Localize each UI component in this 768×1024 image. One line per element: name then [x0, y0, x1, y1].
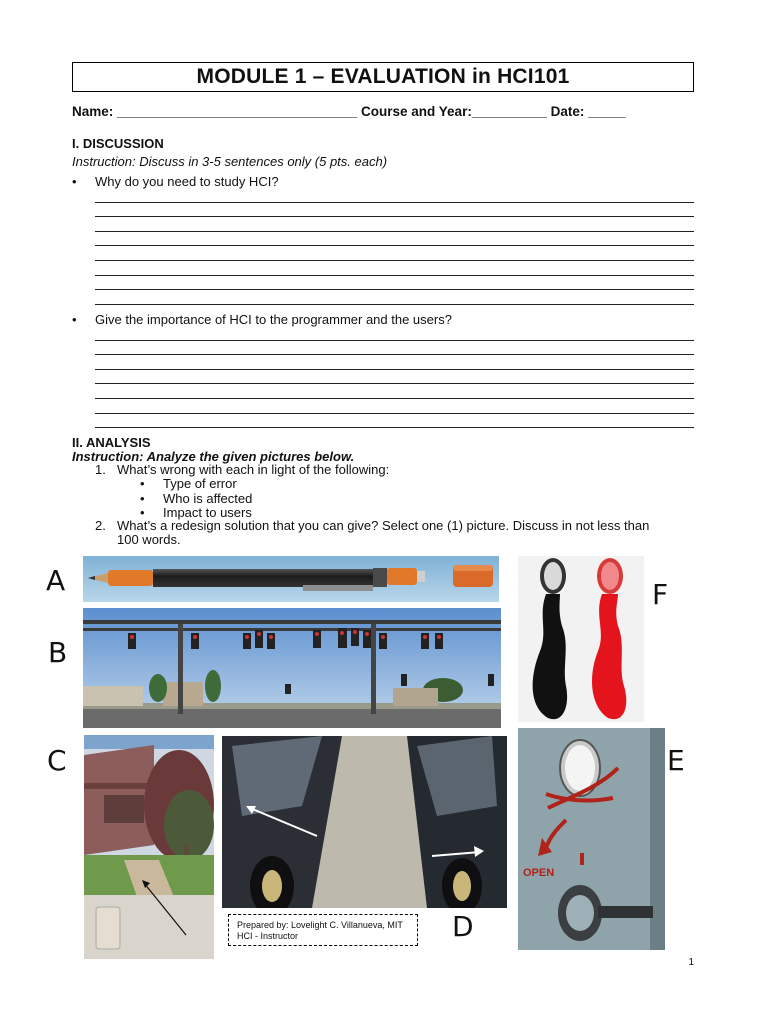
picture-f-toothbrushes: [518, 556, 644, 722]
question-2-text: Give the importance of HCI to the programmer and the users?: [95, 312, 452, 327]
analysis-sublist: [140, 477, 252, 521]
bullet: •: [72, 312, 77, 327]
title-box: [72, 62, 694, 92]
header-fields: Name: ________________________________ Course and Year:__________ Date: _____: [72, 104, 626, 119]
bullet: •: [140, 490, 145, 506]
picture-b-traffic-lights: [83, 608, 501, 728]
sub-item-impact: Impact to users: [163, 505, 252, 520]
section-analysis-instruction: Instruction: Analyze the given pictures below.: [72, 449, 355, 464]
question-1: [72, 174, 279, 189]
picture-a-pencil: [83, 556, 499, 602]
page-title: MODULE 1 – EVALUATION in HCI101: [196, 65, 570, 88]
analysis-item-2-line2: 100 words.: [117, 532, 181, 547]
analysis-item-2: 2. What’s a redesign solution that you can give? Select one (1) picture. Discuss in not less than: [95, 518, 650, 533]
bullet: •: [72, 174, 77, 189]
label-b: B: [48, 636, 68, 669]
analysis-item-2-line1: What’s a redesign solution that you can give? Select one (1) picture. Discuss in not less than: [117, 518, 650, 533]
bullet: •: [140, 476, 145, 491]
label-a: A: [46, 564, 66, 597]
sub-item-type: Type of error: [163, 476, 237, 491]
picture-d-car-doors: [222, 736, 507, 908]
page-number: 1: [688, 957, 694, 968]
label-d: D: [452, 910, 474, 943]
question-2: [72, 312, 452, 327]
section-analysis-heading: II. ANALYSIS: [72, 435, 151, 450]
section-discussion-heading: I. DISCUSSION: [72, 136, 164, 151]
bullet: •: [140, 505, 145, 520]
label-e: E: [667, 744, 685, 777]
answer-lines-2[interactable]: [95, 326, 694, 428]
analysis-item-1-text: What’s wrong with each in light of the following:: [117, 462, 390, 477]
credit-line-1: Prepared by: Lovelight C. Villanueva, MIT: [237, 920, 403, 930]
section-discussion-instruction: Instruction: Discuss in 3-5 sentences only (5 pts. each): [72, 154, 388, 169]
open-sign-text: OPEN: [523, 867, 555, 879]
label-c: C: [47, 744, 67, 777]
answer-lines-1[interactable]: [95, 188, 694, 305]
sub-item-who: Who is affected: [163, 490, 253, 506]
credit-line-2: HCI - Instructor: [237, 931, 299, 941]
question-1-text: Why do you need to study HCI?: [95, 174, 279, 189]
label-f: F: [652, 578, 669, 611]
credit-box: [228, 914, 418, 946]
analysis-item-1: 1. What’s wrong with each in light of the following:: [95, 462, 390, 477]
picture-c-worn-path: [84, 735, 214, 959]
picture-e-door-open-sign: [518, 728, 665, 950]
